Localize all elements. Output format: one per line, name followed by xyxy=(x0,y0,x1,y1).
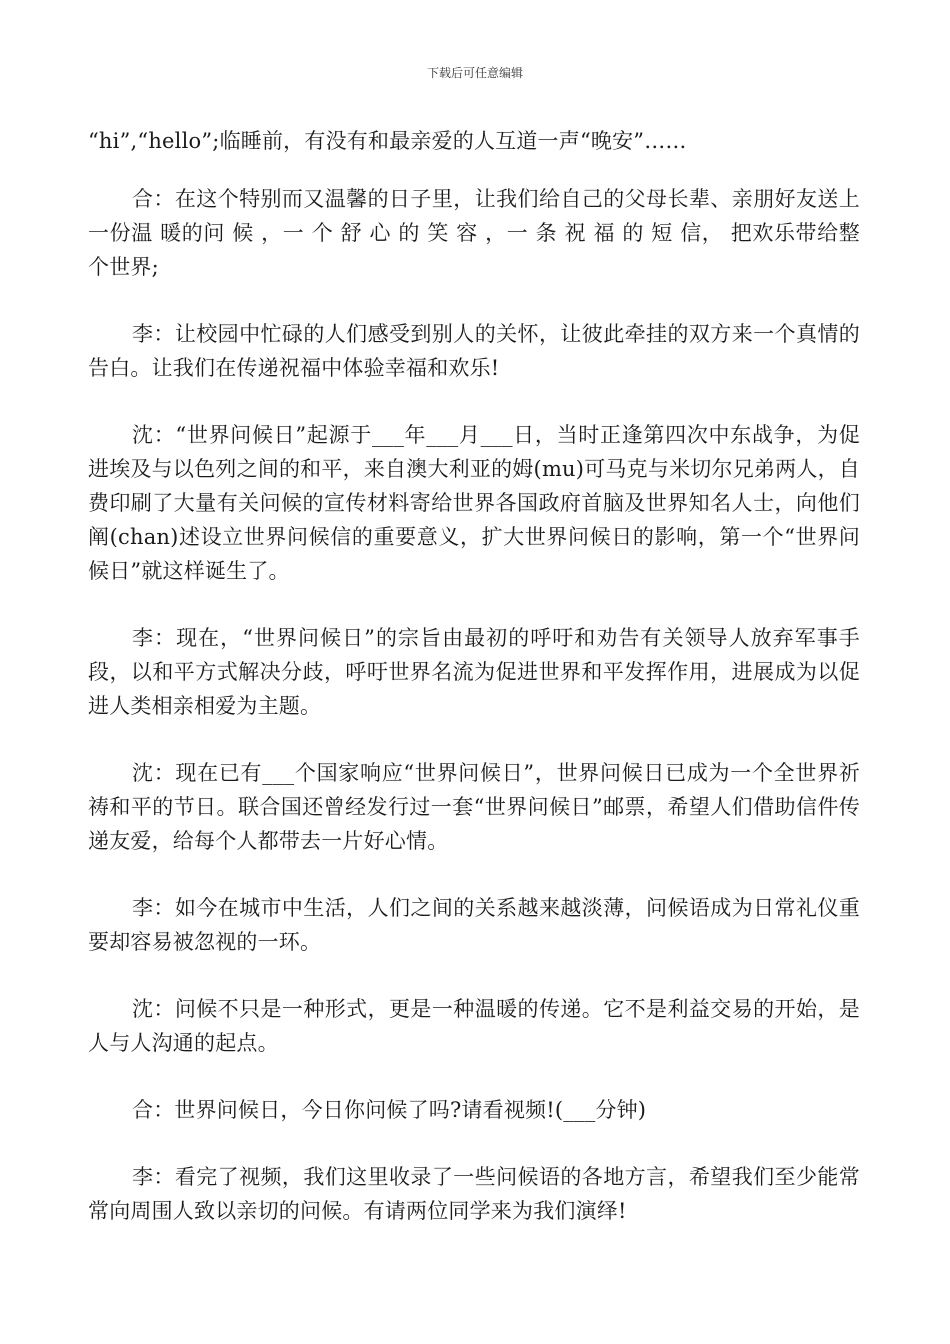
paragraph-li-2: 李：现在，“世界问候日”的宗旨由最初的呼吁和劝告有关领导人放弃军事手段，以和平方式解决分歧，呼吁世界名流为促进世界和平发挥作用，进展成为以促进人类相亲相爱为主题。 xyxy=(88,626,860,718)
paragraph-shen-3: 沈：问候不只是一种形式，更是一种温暖的传递。它不是利益交易的开始，是人与人沟通的起点。 xyxy=(88,997,860,1055)
paragraph-together-1: 合：在这个特别而又温馨的日子里，让我们给自己的父母长辈、亲朋好友送上一份温 暖的问 候 ，一 个 舒 心 的 笑 容 ，一 条 祝 福 的 短 信， 把欢乐带给整个世界; xyxy=(88,187,860,279)
paragraph-li-4: 李：看完了视频，我们这里收录了一些问候语的各地方言，希望我们至少能常常向周围人致以亲切的问候。有请两位同学来为我们演绎! xyxy=(88,1165,860,1223)
paragraph-shen-2: 沈：现在已有___个国家响应“世界问候日”，世界问候日已成为一个全世界祈祷和平的节日。联合国还曾经发行过一套“世界问候日”邮票，希望人们借助信件传递友爱，给每个人都带去一片好心情。 xyxy=(88,761,860,853)
paragraph-greetings-intro: “hi”,“hello”;临睡前，有没有和最亲爱的人互道一声“晚安”…… xyxy=(88,129,687,153)
page-header: 下载后可任意编辑 xyxy=(426,66,523,80)
document-body xyxy=(88,124,860,1261)
paragraph-together-2: 合：世界问候日，今日你问候了吗?请看视频!(___分钟) xyxy=(132,1098,647,1122)
paragraph-shen-1: 沈：“世界问候日”起源于___年___月___日，当时正逢第四次中东战争，为促进埃及与以色列之间的和平，来自澳大利亚的姆(mu)可马克与米切尔兄弟两人，自费印刷了大量有关问候的宣传材料寄给世界各国政府首脑及世界知名人士，向他们阐(chan)述设立世界问候信的重要意义，扩大世界问候日的影响，第一个“世界问候日”就这样诞生了。 xyxy=(88,423,860,583)
paragraph-li-1: 李：让校园中忙碌的人们感受到别人的关怀，让彼此牵挂的双方来一个真情的告白。让我们在传递祝福中体验幸福和欢乐! xyxy=(88,322,860,380)
paragraph-li-3: 李：如今在城市中生活，人们之间的关系越来越淡薄，问候语成为日常礼仪重要却容易被忽视的一环。 xyxy=(88,896,860,954)
